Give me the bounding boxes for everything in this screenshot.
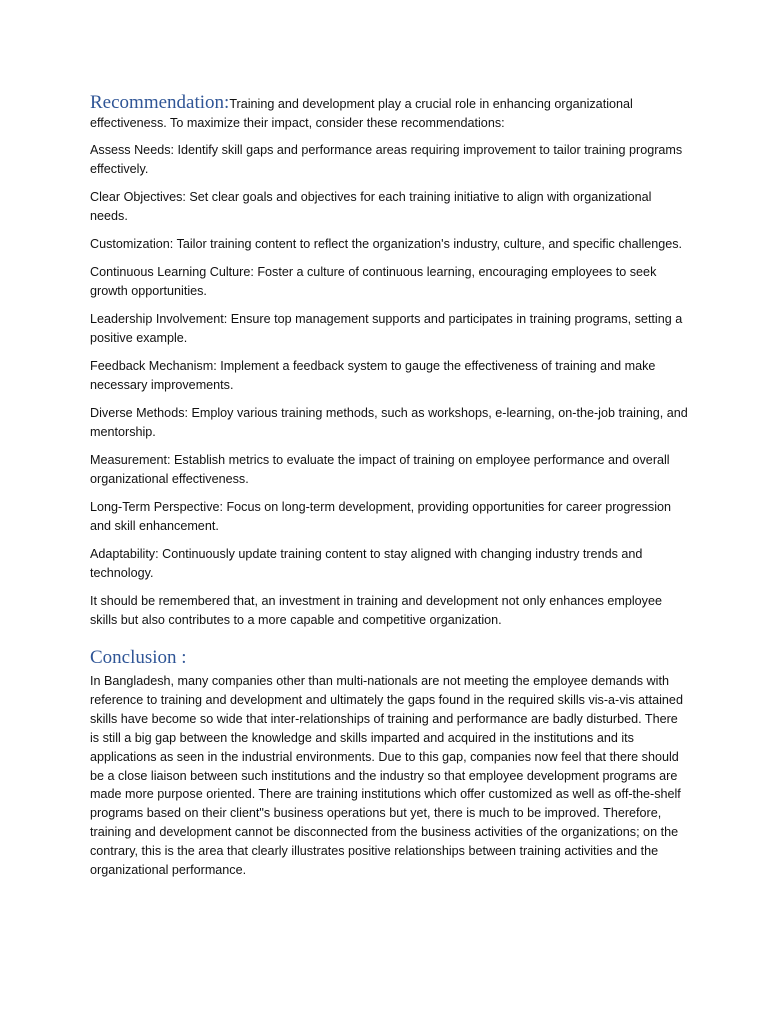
recommendation-heading: Recommendation: (90, 92, 230, 113)
recommendation-item-adaptability: Adaptability: Continuously update training content to stay aligned with changing industry trends and technology. (90, 547, 643, 580)
recommendation-item-continuous-learning: Continuous Learning Culture: Foster a culture of continuous learning, encouraging employees to seek growth opportunities. (90, 265, 657, 298)
recommendation-intro-paragraph (90, 93, 690, 133)
conclusion-heading: Conclusion : (90, 647, 187, 668)
recommendation-intro-text: Training and development play a crucial role in enhancing organizational effectiveness. To maximize their impact, consider these recommendations: (90, 97, 633, 130)
recommendation-item-clear-objectives: Clear Objectives: Set clear goals and objectives for each training initiative to align with organizational needs. (90, 190, 652, 223)
conclusion-paragraph: In Bangladesh, many companies other than multi-nationals are not meeting the employee demands with reference to training and development and ultimately the gaps found in the required skills vis-a-vis attained skills have become so wide that inter-relationships of training and performance are badly disturbed. There is still a big gap between the knowledge and skills imparted and acquired in the institutions and its applications as seen in the industrial environments. Due to this gap, companies now feel that there should be a close liaison between such institutions and the industry so that employee development programs are made more purpose oriented. There are training institutions which offer customized as well as off-the-shelf programs based on their client"s business operations but yet, there is much to be improved. Therefore, training and development cannot be disconnected from the business activities of the organizations; on the contrary, this is the area that clearly illustrates positive relationships between training activities and the organizational performance. (90, 674, 683, 878)
recommendation-item-diverse-methods: Diverse Methods: Employ various training methods, such as workshops, e-learning, on-the-job training, and mentorship. (90, 406, 688, 439)
recommendation-item-assess-needs: Assess Needs: Identify skill gaps and performance areas requiring improvement to tailor training programs effectively. (90, 143, 683, 176)
recommendation-closing-paragraph: It should be remembered that, an investment in training and development not only enhances employee skills but also contributes to a more capable and competitive organization. (90, 594, 662, 627)
recommendation-item-leadership-involvement: Leadership Involvement: Ensure top management supports and participates in training programs, setting a positive example. (90, 312, 683, 345)
recommendation-item-measurement: Measurement: Establish metrics to evaluate the impact of training on employee performance and overall organizational effectiveness. (90, 453, 670, 486)
recommendation-item-long-term-perspective: Long-Term Perspective: Focus on long-term development, providing opportunities for career progression and skill enhancement. (90, 500, 672, 533)
recommendation-item-feedback-mechanism: Feedback Mechanism: Implement a feedback system to gauge the effectiveness of training and make necessary improvements. (90, 359, 656, 392)
recommendation-item-customization: Customization: Tailor training content to reflect the organization's industry, culture, and specific challenges. (90, 237, 683, 251)
document-page (90, 93, 690, 880)
